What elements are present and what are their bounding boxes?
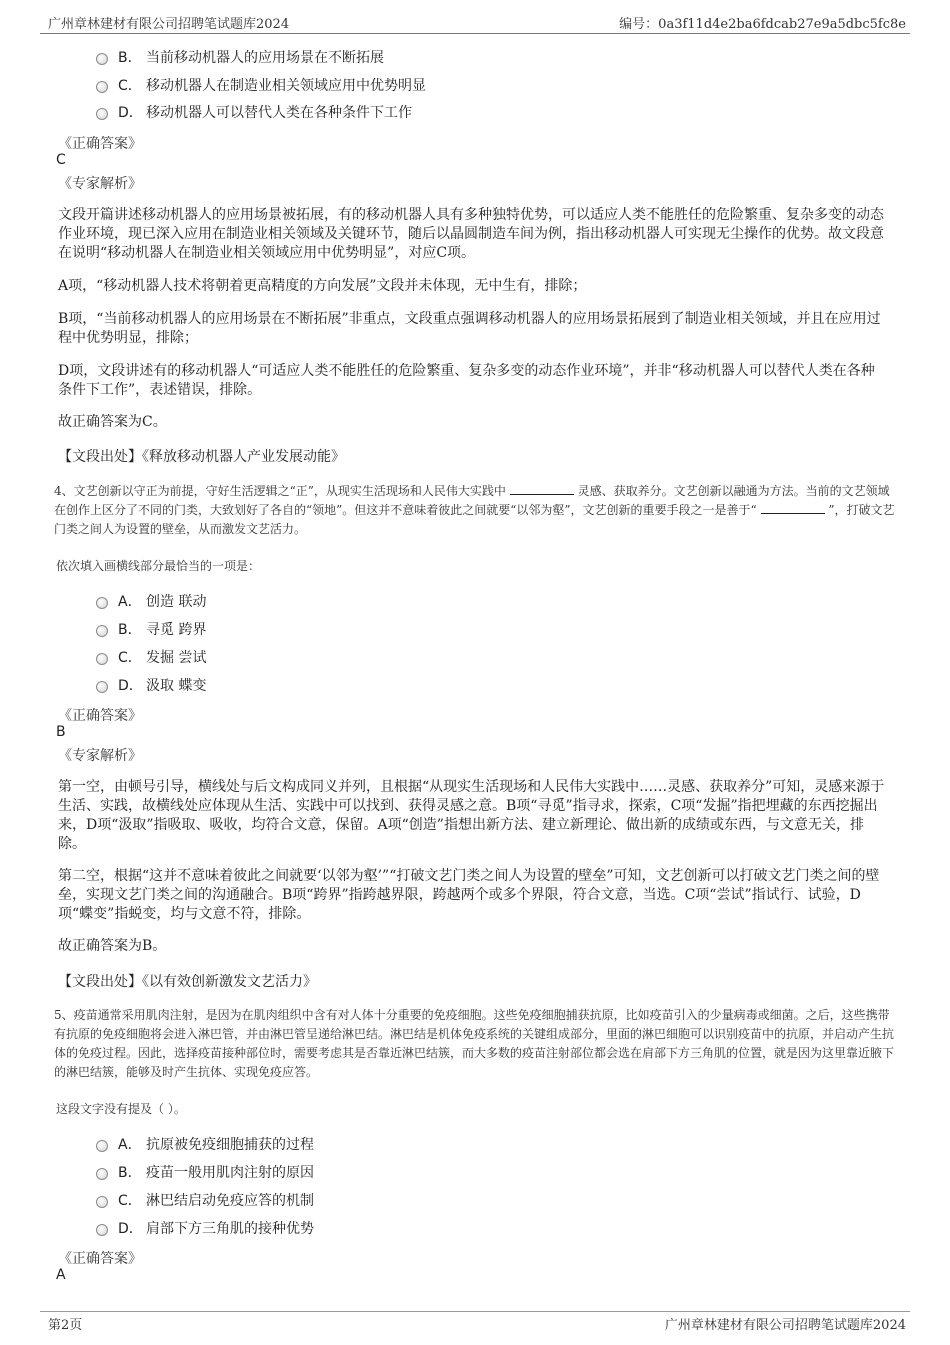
q3-analysis-paragraph: A项，“移动机器人技术将朝着更高精度的方向发展”文段并未体现，无中生有，排除；	[58, 278, 587, 294]
radio-icon[interactable]	[96, 81, 108, 93]
q5-option-d[interactable]: D． 肩部下方三角肌的接种优势	[96, 1217, 314, 1239]
q3-option-c[interactable]: C． 移动机器人在制造业相关领域应用中优势明显	[96, 74, 426, 96]
radio-icon[interactable]	[96, 108, 108, 120]
radio-icon[interactable]	[96, 53, 108, 65]
q5-stem: 5、疫苗通常采用肌肉注射，是因为在肌肉组织中含有对人体十分重要的免疫细胞。这些免疫细胞捕获抗原，比如疫苗引入的少量病毒或细菌。之后，这些携带有抗原的免疫细胞将会进入淋巴管，并由淋巴管呈递给淋巴结。淋巴结是机体免疫系统的关键组成部分，里面的淋巴细胞可以识别疫苗中的抗原，并启动产生抗体的免疫过程。因此，选择疫苗接种部位时，需要考虑其是否靠近淋巴结簇，而大多数的疫苗注射部位都会选在肩部下方三角肌的位置，就是因为这里靠近腋下的淋巴结簇，能够及时产生抗体、实现免疫应答。	[54, 1008, 895, 1079]
footer-divider	[40, 1311, 910, 1312]
q4-analysis-label: 《专家解析》	[58, 748, 142, 764]
q4-option-d[interactable]: D． 汲取 蝶变	[96, 674, 206, 696]
q3-source: 【文段出处】《释放移动机器人产业发展动能》	[58, 449, 345, 465]
q4-stem: 4、文艺创新以守正为前提，守好生活逻辑之“正”，从现实生活现场和人民伟大实践中 灵感、获取养分。文艺创新以融通为方法。当前的文艺领域在创作上区分了不同的门类，大致划好了各自的“领地”。但这并不意味着彼此之间就要“以邻为壑”，文艺创新的重要手段之一是善于“ ”，打破文艺门类之间人为设置的壁垒，从而激发文艺活力。	[54, 484, 895, 536]
radio-icon[interactable]	[96, 681, 108, 693]
q5-option-a[interactable]: A． 抗原被免疫细胞捕获的过程	[96, 1133, 314, 1155]
q3-analysis-paragraph: 故正确答案为C。	[58, 414, 167, 430]
header-divider	[40, 33, 910, 34]
q5-option-c[interactable]: C． 淋巴结启动免疫应答的机制	[96, 1189, 314, 1211]
q5-answer-label: 《正确答案》	[58, 1251, 142, 1267]
q3-analysis-paragraph: 文段开篇讲述移动机器人的应用场景被拓展，有的移动机器人具有多种独特优势，可以适应人类不能胜任的危险繁重、复杂多变的动态作业环境，现已深入应用在制造业相关领域及关键环节，随后以晶圆制造车间为例，指出移动机器人可实现无尘操作的优势。故文段意在说明“移动机器人在制造业相关领域应用中优势明显”，对应C项。	[58, 207, 884, 261]
radio-icon[interactable]	[96, 625, 108, 637]
q4-analysis-paragraph: 第二空，根据“这并不意味着彼此之间就要‘以邻为壑’”“打破文艺门类之间人为设置的壁垒”可知，文艺创新可以打破文艺门类之间的壁垒，实现文艺门类之间的沟通融合。B项“跨界”指跨越界限，跨越两个或多个界限，符合文意，当选。C项“尝试”指试行、试验，D项“蝶变”指蜕变，均与文意不符，排除。	[58, 868, 880, 922]
radio-icon[interactable]	[96, 597, 108, 609]
q3-option-d[interactable]: D． 移动机器人可以替代人类在各种条件下工作	[96, 101, 412, 123]
q4-prompt: 依次填入画横线部分最恰当的一项是：	[56, 559, 261, 573]
radio-icon[interactable]	[96, 1224, 108, 1236]
header-doc-id: 编号：0a3f11d4e2ba6fdcab27e9a5dbc5fc8e	[619, 17, 906, 32]
q4-answer: B	[56, 724, 66, 740]
q3-answer-label: 《正确答案》	[58, 136, 142, 152]
q4-source: 【文段出处】《以有效创新激发文艺活力》	[58, 974, 317, 990]
q3-answer: C	[56, 152, 66, 168]
q4-option-c[interactable]: C． 发掘 尝试	[96, 646, 206, 668]
header-title: 广州章林建材有限公司招聘笔试题库2024	[48, 17, 290, 32]
blank-line	[510, 482, 574, 495]
q5-option-b[interactable]: B． 疫苗一般用肌肉注射的原因	[96, 1161, 314, 1183]
q5-answer: A	[56, 1267, 66, 1283]
page-number: 第2页	[48, 1318, 83, 1333]
q4-option-b[interactable]: B． 寻觅 跨界	[96, 618, 206, 640]
footer-title: 广州章林建材有限公司招聘笔试题库2024	[664, 1318, 906, 1333]
q4-answer-label: 《正确答案》	[58, 708, 142, 724]
radio-icon[interactable]	[96, 653, 108, 665]
q3-analysis-label: 《专家解析》	[58, 176, 142, 192]
q5-prompt: 这段文字没有提及（ ）。	[56, 1102, 186, 1116]
q4-analysis-paragraph: 故正确答案为B。	[58, 938, 167, 954]
radio-icon[interactable]	[96, 1168, 108, 1180]
q3-analysis-paragraph: B项，“当前移动机器人的应用场景在不断拓展”非重点，文段重点强调移动机器人的应用场景拓展到了制造业相关领域，并且在应用过程中优势明显，排除；	[58, 311, 881, 346]
q4-option-a[interactable]: A． 创造 联动	[96, 590, 206, 612]
q4-analysis-paragraph: 第一空，由顿号引导，横线处与后文构成同义并列，且根据“从现实生活现场和人民伟大实践中……灵感、获取养分”可知，灵感来源于生活、实践，故横线处应体现从生活、实践中可以找到、获得灵感之意。B项“寻觅”指寻求，探索，C项“发掘”指把埋藏的东西挖掘出来，D项“汲取”指吸取、吸收，均符合文意，保留。A项“创造”指想出新方法、建立新理论、做出新的成绩或东西，与文意无关，排除。	[58, 779, 885, 852]
radio-icon[interactable]	[96, 1196, 108, 1208]
blank-line	[761, 501, 825, 514]
q3-analysis-paragraph: D项，文段讲述有的移动机器人“可适应人类不能胜任的危险繁重、复杂多变的动态作业环境”，并非“移动机器人可以替代人类在各种条件下工作”，表述错误，排除。	[58, 363, 875, 398]
q3-option-b[interactable]: B． 当前移动机器人的应用场景在不断拓展	[96, 46, 384, 68]
radio-icon[interactable]	[96, 1140, 108, 1152]
